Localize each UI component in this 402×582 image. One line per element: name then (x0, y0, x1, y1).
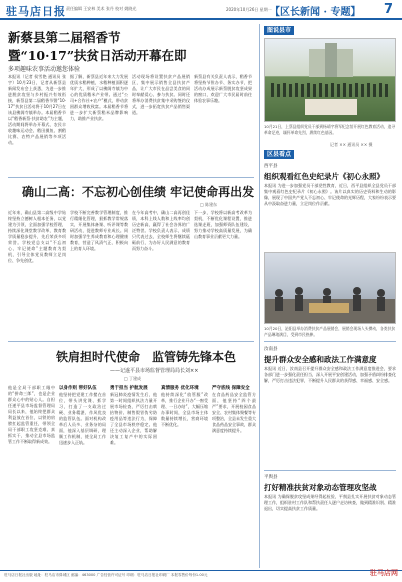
county-kicker: 西平县 (264, 164, 278, 169)
divider (264, 341, 396, 342)
masthead (0, 0, 402, 20)
section-title: 【区长新闻 · 专题】 (270, 7, 361, 18)
lead-headline-line1: 新蔡县第二届稻香节 (8, 30, 121, 45)
brief-body: 本报讯 为进一步加强党员干部党性教育，近日，西平县组织全县党员干部集中观看红色史纪录片《初心永照》。该片以真实的历史资料和生动的影像，展现了中国共产党人不忘初心、牢记使命的光辉历程，大家纷纷表示要从中汲取奋进力量，立足岗位作贡献。 (264, 183, 396, 206)
divider (8, 341, 254, 342)
lead-body-col2: 据了解，新蔡县近年来大力发展优质水稻种植，水稻种植面积逐年扩大，形成了以佛阁寺镇为中心的优质稻米产业带。通过“公司+合作社+农户”模式，带动贫困群众增收致富。本届稻香节将进一步扩大新蔡稻米品牌影响力，助推产业扶贫。 (70, 74, 128, 121)
story3-subhead: 以身作则 带好队伍 (59, 386, 97, 391)
story3-body-col4: 他持续深化“放管服”改革，推行企业开办“一窗受理、一日办结”，大幅压缩办事时间，全县市场主体数量持续增长，营商环境不断优化。 (161, 392, 208, 427)
lead-subheadline: 多项趣味农事活动邀您体验 (8, 66, 81, 73)
story3-subhead: 真情服务 优化环境 (161, 386, 199, 391)
divider (8, 177, 254, 178)
photo-credit: 记者 ×× 通讯员 ×× 摄 (330, 142, 373, 147)
story2-body-col4: 下一步，学校将以新高考改革为契机，不断优化课程设置，推进选课走班，加强师资队伍建设，努力推动学校高质量发展，为确山教育事业贡献更大力量。 (194, 210, 252, 239)
story3-subhead: 勇于担当 护航发展 (110, 386, 148, 391)
section-tag: 区县看点 (264, 150, 294, 159)
market-illustration (265, 253, 396, 324)
story2-headline: 确山二高：不忘初心创佳绩 牢记使命再出发 (22, 185, 255, 199)
story3-subhead: 严守底线 保障安全 (212, 386, 250, 391)
issue-date: 2020年10月26日 星期一 (226, 7, 272, 12)
lead-body-col4: 新蔡县有关负责人表示，稻香节将坚持节俭办节、务实办节，把活动办成展示新蔡脱贫攻坚成果的窗口，欢迎广大市民届时前往体验农事乐趣。 (194, 74, 252, 103)
county-kicker: 平舆县 (264, 475, 278, 480)
story3-body-col3: 新冠肺炎疫情发生后，他第一时间组织执法力量开展市场检查，严厉打击哄抬物价、制售假冒伪劣防疫用品等违法行为，保障了全县市场秩序稳定。他还主动深入企业，帮助解决复工复产中的实际困难。 (110, 392, 157, 445)
story2-byline: □ 陈建东 (200, 202, 218, 207)
column-divider (259, 24, 260, 568)
brief-headline: 提升群众安全感和政法工作满意度 (264, 355, 377, 364)
story2-body-col1: 近年来，确山县第二高级中学始终坚持立德树人根本任务，以党建为引领，全面加强学校管理，持续深化课堂教学改革，教育教学质量稳步提升，先后荣获多项荣誉。学校党总支以“不忘初心、牢记使命”主题教育为契机，引导全体党员教师立足岗位、争先创优。 (8, 210, 66, 263)
divider (264, 470, 396, 471)
story3-headline: 铁肩担时代使命 监管铸先锋本色 (56, 350, 237, 364)
newspaper-logo: 驻马店日报 (6, 5, 66, 18)
story2-body-col3: 在今年高考中，确山二高再创佳绩，本科上线人数和上线率均创历史新高，赢得了社会各界的广泛赞誉。学校负责人表示，成绩只代表过去，全校师生将继续砥砺前行，为办好人民满意的教育而努力奋斗。 (132, 210, 190, 251)
crowd-illustration (265, 39, 396, 122)
editor-credits: 责任编辑 王安林 美术 张丹 校对 姚晓光 (66, 6, 137, 11)
story3-body-col2: 他坚持把党建工作摆在首位，带头讲党课、抓学习，打造了一支政治过硬、业务精湛、作风优良的监管队伍。面对机构改革后人员多、业务杂的局面，他深入基层调研，理顺工作机制，使全局工作迅速步入正轨。 (59, 392, 106, 445)
county-kicker: 汝南县 (264, 347, 278, 352)
lead-body-col3: 活动现场将设置扶贫产品展销区，集中展示销售全县扶贫产品，让广大市民在品尝美食的同时奉献爱心、参与扶贫。同时还将举办消费扶贫集中采购签约仪式，进一步拓宽扶贫产品销售渠道。 (132, 74, 190, 115)
story3-subheadline: ——记遂平县市场监督管理局局长刘×× (110, 368, 199, 374)
market-photo (264, 252, 396, 324)
brief-headline: 打好精准扶贫对象动态管理攻坚战 (264, 483, 377, 492)
photo-caption: 10月21日，上蔡县组织党员干部到杨靖宇将军纪念馆开展红色教育活动，追寻革命足迹，缅怀革命先烈，赓续红色基因。 (264, 124, 396, 135)
story2-body-col2: 学校不断完善教学管理制度，推行精细化管理，狠抓教学常规落实，开展集体备课、听评课等教研活动，促进教师专业成长。同时加强学生养成教育和心理健康教育，营造了风清气正、积极向上的育人环境。 (70, 210, 128, 251)
story3-body-col5: 在食品药品安全监管方面，他坚持“四个最严”要求，开展校园食品安全、农村集体聚餐等专项整治，全县未发生重大食品药品安全事故，群众满意度持续提升。 (212, 392, 256, 433)
section-tag: 图说县市 (264, 26, 294, 35)
story3-body-col1: 他是全局干部职工眼中的“拼命三郎”，也是企业群众心中的贴心人。自担任遂平县市场监督管理局局长以来，他始终把群众利益放在首位，以铁的肩膀扛起监管重任，带领全局干部职工攻坚克难、真抓实干，推动全县市场监管工作不断取得新成效。 (8, 385, 55, 444)
page-number: 7 (384, 2, 394, 17)
lead-body-col1: 本报讯（记者 侯雪艳 通讯员 张宇）10月23日，记者从新蔡县新闻发布会上获悉，为进一步推进脱贫攻坚与乡村振兴有效衔接，新蔡县第二届稻香节暨“10·17”扶贫日活动将于10月27日在该县佛阁寺镇举办。本届稻香节以“稻香新蔡·扶贫助农”为主题，活动期间将举办开幕式、农民丰收趣味运动会、稻田摸鱼、割稻比赛、农特产品展销等多项活动。 (8, 74, 66, 145)
footer-imprint: 驻马店日报社出版 地址：驻马店市驿城区 邮编：463000 广告经营许可证号 印刷：驻马店日报社印刷厂 本报零售价每份1.00元 (0, 570, 402, 582)
brief-headline: 组织观看红色史纪录片《初心永照》 (264, 172, 384, 181)
brief-body: 本报讯 为确保脱贫攻坚成果经得起检验，平舆县扎实开展扶贫对象动态管理工作，组织驻村工作队和帮扶责任人逐户走访核查，做到精准识别、精准退出，切实提高扶贫工作质量。 (264, 494, 396, 511)
lead-headline-line2: 暨“10·17”扶贫日活动开幕在即 (8, 48, 187, 63)
brief-body: 本报讯 近日，汝南县召开提升群众安全感和政法工作满意度推进会，要求各部门进一步强化责任担当，深入开展平安创建活动，加强矛盾纠纷排查化解，严厉打击违法犯罪，不断提升人民群众的获得感、幸福感、安全感。 (264, 366, 396, 383)
photo-caption: 10月20日，泌阳县举办消费扶贫产品展销会，展销会现场人头攒动，各类扶贫产品琳琅满目，受到市民热捧。 (264, 326, 396, 337)
story3-byline: □ 丁建成 (124, 376, 142, 381)
site-watermark: 驻马店网 (370, 569, 398, 577)
ceremony-photo (264, 38, 396, 122)
